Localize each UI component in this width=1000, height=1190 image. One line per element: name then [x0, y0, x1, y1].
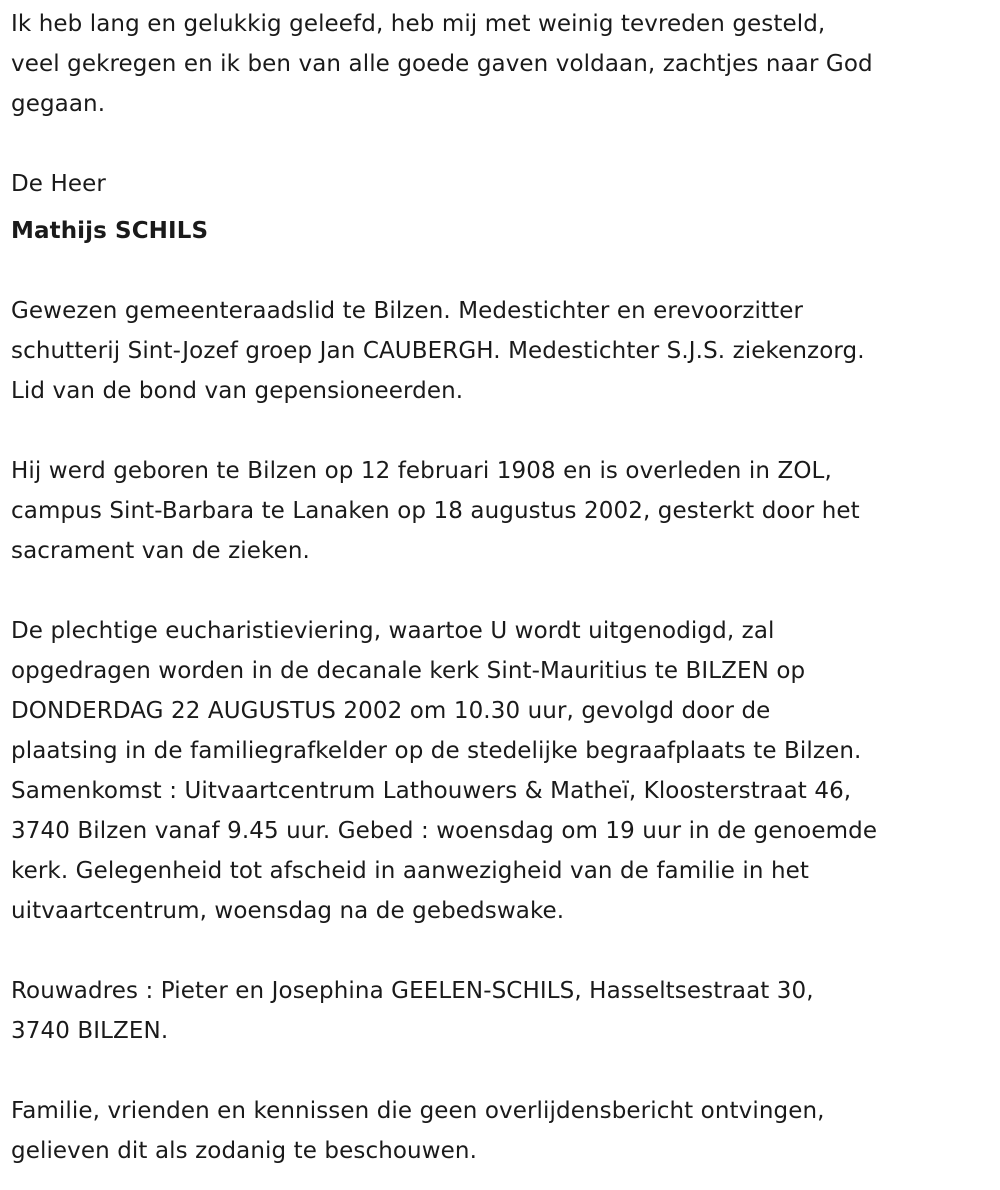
obituary-document [11, 4, 996, 1171]
address-line: Rouwadres : Pieter en Josephina GEELEN-SCHILS, Hasseltsestraat 30, [11, 978, 814, 1004]
bio-line: Gewezen gemeenteraadslid te Bilzen. Medestichter en erevoorzitter [11, 298, 804, 324]
closing-paragraph [11, 1091, 996, 1171]
ceremony-line: DONDERDAG 22 AUGUSTUS 2002 om 10.30 uur, gevolgd door de [11, 698, 771, 724]
closing-line: gelieven dit als zodanig te beschouwen. [11, 1138, 477, 1164]
birth-death-paragraph [11, 451, 996, 571]
ceremony-line: plaatsing in de familiegrafkelder op de stedelijke begraafplaats te Bilzen. [11, 738, 862, 764]
bio-line: schutterij Sint-Jozef groep Jan CAUBERGH. Medestichter S.J.S. ziekenzorg. [11, 338, 865, 364]
ceremony-line: Samenkomst : Uitvaartcentrum Lathouwers & Matheï, Kloosterstraat 46, [11, 778, 852, 804]
deceased-name: Mathijs SCHILS [11, 218, 209, 244]
birth-death-line: campus Sint-Barbara te Lanaken op 18 augustus 2002, gesterkt door het [11, 498, 860, 524]
ceremony-line: opgedragen worden in de decanale kerk Sint-Mauritius te BILZEN op [11, 658, 806, 684]
ceremony-line: uitvaartcentrum, woensdag na de gebedswake. [11, 898, 565, 924]
birth-death-line: Hij werd geboren te Bilzen op 12 februari 1908 en is overleden in ZOL, [11, 458, 832, 484]
motto-paragraph [11, 4, 996, 124]
ceremony-paragraph [11, 611, 996, 931]
ceremony-line: 3740 Bilzen vanaf 9.45 uur. Gebed : woensdag om 19 uur in de genoemde [11, 818, 878, 844]
bio-paragraph [11, 291, 996, 411]
motto-line: gegaan. [11, 91, 106, 117]
honorific-title: De Heer [11, 171, 106, 197]
motto-line: Ik heb lang en gelukkig geleefd, heb mij met weinig tevreden gesteld, [11, 11, 826, 37]
address-line: 3740 BILZEN. [11, 1018, 169, 1044]
closing-line: Familie, vrienden en kennissen die geen overlijdensbericht ontvingen, [11, 1098, 825, 1124]
motto-line: veel gekregen en ik ben van alle goede gaven voldaan, zachtjes naar God [11, 51, 873, 77]
birth-death-line: sacrament van de zieken. [11, 538, 310, 564]
ceremony-line: De plechtige eucharistieviering, waartoe U wordt uitgenodigd, zal [11, 618, 775, 644]
address-paragraph [11, 971, 996, 1051]
bio-line: Lid van de bond van gepensioneerden. [11, 378, 464, 404]
ceremony-line: kerk. Gelegenheid tot afscheid in aanwezigheid van de familie in het [11, 858, 809, 884]
